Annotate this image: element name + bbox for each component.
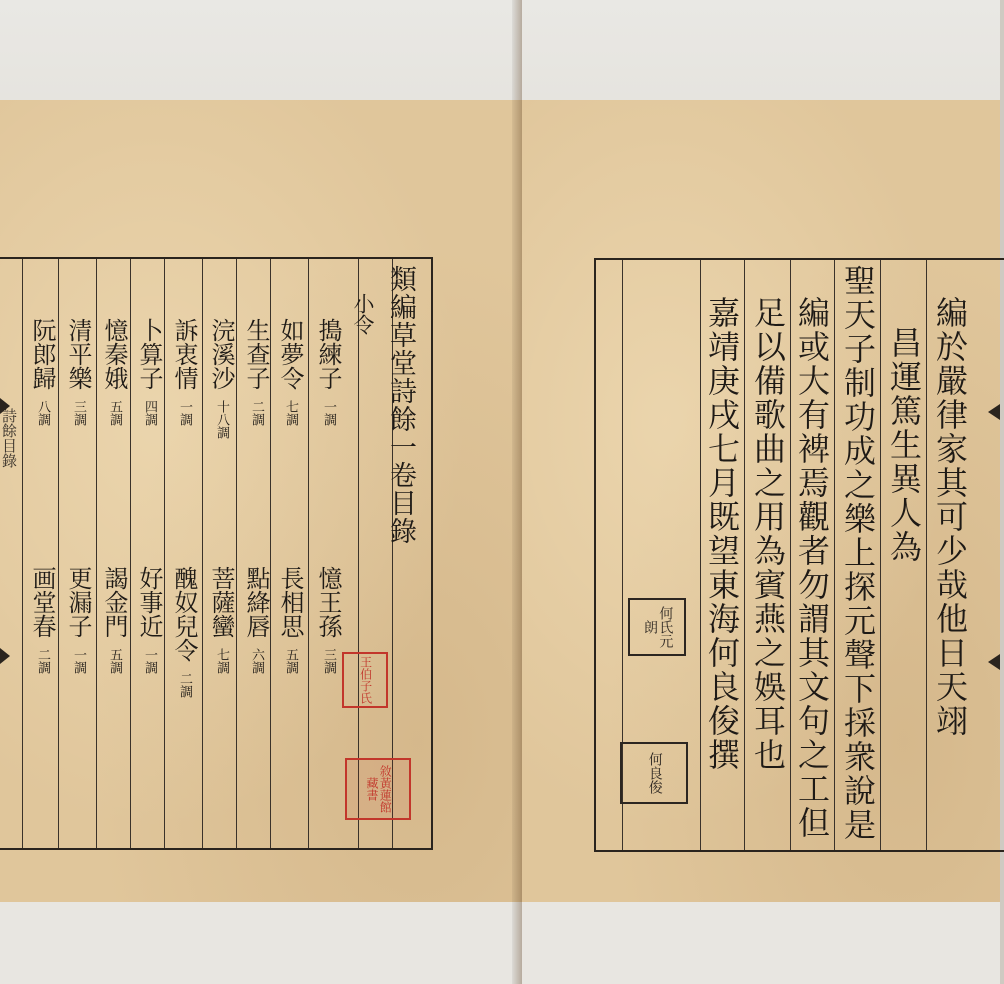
entry-name: 點絳唇 — [242, 566, 270, 638]
seal-text: 敘黃蓮館藏書 — [365, 765, 393, 813]
entry-count: 二調 — [177, 672, 192, 698]
entry-name: 憶王孫 — [314, 566, 342, 638]
column-rule — [926, 260, 927, 850]
entry-name: 如夢令 — [276, 318, 304, 390]
preface-column: 聖天子制功成之樂上探元聲下採衆說是 — [839, 264, 877, 842]
ink-seal-stamp — [620, 742, 688, 804]
column-rule — [834, 260, 835, 850]
entry-count: 三調 — [321, 648, 336, 674]
seal-text: 王伯子氏 — [358, 656, 373, 704]
entry-count: 十八調 — [214, 400, 229, 439]
list-item — [209, 318, 233, 439]
list-item — [102, 318, 126, 426]
entry-name: 卜算子 — [135, 318, 163, 390]
entry-count: 八調 — [35, 400, 50, 426]
preface-column: 嘉靖庚戌七月既望東海何良俊撰 — [703, 296, 741, 772]
list-item — [30, 566, 54, 674]
list-item — [102, 566, 126, 674]
list-item — [172, 566, 196, 698]
entry-count: 七調 — [283, 400, 298, 426]
entry-name: 醜奴兒令 — [170, 566, 198, 662]
column-rule — [202, 259, 203, 848]
list-item — [137, 566, 161, 674]
entry-name: 搗練子 — [314, 318, 342, 390]
list-item — [244, 318, 268, 426]
column-rule — [700, 260, 701, 850]
entry-name: 菩薩蠻 — [207, 566, 235, 638]
right-page — [522, 0, 1000, 984]
entry-count: 七調 — [214, 648, 229, 674]
entry-count: 五調 — [107, 400, 122, 426]
column-rule — [236, 259, 237, 848]
entry-count: 五調 — [107, 648, 122, 674]
column-rule — [130, 259, 131, 848]
catalog-title: 類編草堂詩餘一卷目錄 — [385, 265, 416, 545]
entry-count: 二調 — [249, 400, 264, 426]
entry-name: 長相思 — [276, 566, 304, 638]
entry-name: 謁金門 — [100, 566, 128, 638]
column-rule — [308, 259, 309, 848]
list-item — [172, 318, 196, 426]
entry-count: 一調 — [71, 648, 86, 674]
list-item — [316, 318, 340, 426]
entry-count: 一調 — [142, 648, 157, 674]
fishtail-mark — [0, 648, 10, 664]
column-rule — [22, 259, 23, 848]
column-rule — [164, 259, 165, 848]
entry-name: 憶秦娥 — [100, 318, 128, 390]
entry-count: 一調 — [321, 400, 336, 426]
column-rule — [96, 259, 97, 848]
fishtail-mark — [988, 654, 1000, 670]
list-item — [66, 566, 90, 674]
entry-name: 生查子 — [242, 318, 270, 390]
seal-text: 何良俊 — [646, 752, 663, 794]
entry-count: 四調 — [142, 400, 157, 426]
entry-name: 更漏子 — [64, 566, 92, 638]
list-item — [209, 566, 233, 674]
ink-seal-stamp — [628, 598, 686, 656]
column-rule — [270, 259, 271, 848]
entry-count: 三調 — [71, 400, 86, 426]
column-rule — [790, 260, 791, 850]
list-item — [278, 318, 302, 426]
preface-column: 足以備歌曲之用為賓燕之娛耳也 — [749, 296, 787, 772]
entry-name: 清平樂 — [64, 318, 92, 390]
column-rule — [58, 259, 59, 848]
list-item — [278, 566, 302, 674]
preface-column: 編於嚴律家其可少哉他日天翊 — [931, 296, 969, 738]
entry-name: 好事近 — [135, 566, 163, 638]
entry-count: 二調 — [35, 648, 50, 674]
entry-count: 一調 — [177, 400, 192, 426]
column-rule — [744, 260, 745, 850]
entry-name: 訴衷情 — [170, 318, 198, 390]
preface-column: 編或大有裨焉觀者勿謂其文句之工但 — [793, 296, 831, 840]
section-label: 小令 — [351, 293, 375, 335]
entry-count: 六調 — [249, 648, 264, 674]
list-item — [66, 318, 90, 426]
list-item — [30, 318, 54, 426]
entry-name: 浣溪沙 — [207, 318, 235, 390]
fold-edge-label: 詩餘目錄 — [0, 408, 18, 468]
fishtail-mark — [988, 404, 1000, 420]
entry-name: 画堂春 — [28, 566, 56, 638]
entry-name: 阮郎歸 — [28, 318, 56, 390]
red-seal-stamp — [345, 758, 411, 820]
fishtail-mark — [0, 398, 10, 414]
seal-text: 何氏元朗 — [642, 606, 674, 648]
entry-count: 五調 — [283, 648, 298, 674]
red-seal-stamp — [342, 652, 388, 708]
list-item — [316, 566, 340, 674]
preface-column: 昌運篤生異人為 — [885, 326, 923, 564]
column-rule — [880, 260, 881, 850]
list-item — [244, 566, 268, 674]
list-item — [137, 318, 161, 426]
